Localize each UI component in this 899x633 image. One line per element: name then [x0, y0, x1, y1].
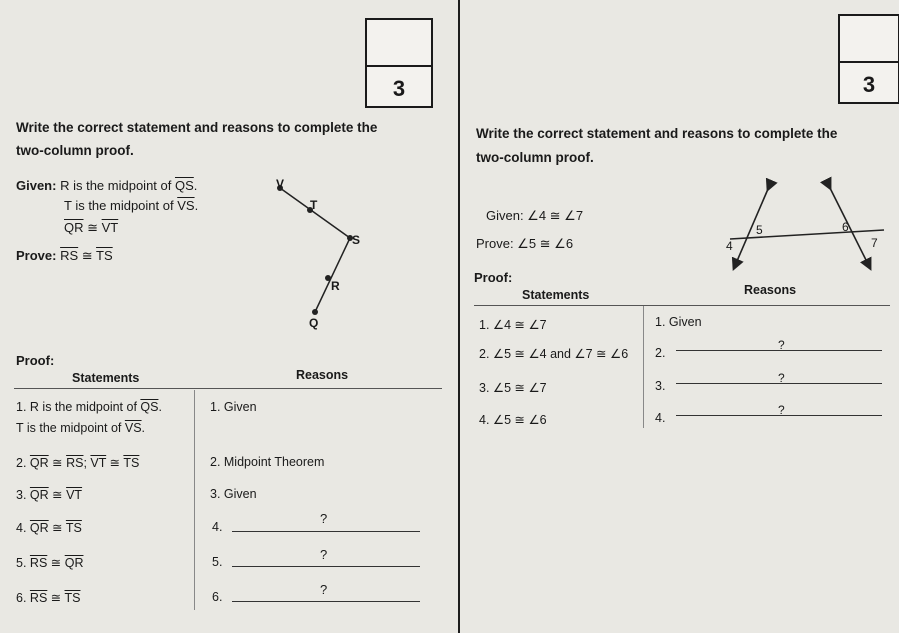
statement-2: 2. $\overline{QR}$ ≅ $\overline{RS}$; $\overline{VT}$ ≅ $\overline{TS}$ [16, 456, 140, 470]
label-t: T [310, 198, 318, 212]
statement-1: 1. ∠4 ≅ ∠7 [479, 318, 547, 332]
given-line: Given: ∠4 ≅ ∠7 [486, 208, 584, 223]
answer-box-blank[interactable] [367, 20, 431, 67]
reasons-header: Reasons [296, 368, 349, 382]
statements-header: Statements [522, 288, 590, 302]
angle-6-label: 6 [842, 220, 849, 234]
segment: $\overline{QR}$ [64, 220, 84, 235]
reason-4-question-mark: ? [320, 511, 328, 526]
label-s: S [352, 233, 361, 247]
angle-4-label: 4 [726, 239, 733, 253]
reason-5-question-mark: ? [320, 547, 328, 562]
reason-5-number: 5. [212, 555, 223, 569]
segment-vs [280, 188, 350, 238]
statement-1: 1. R is the midpoint of $\overline{QS}$. [16, 400, 162, 414]
answer-box-number: 3 [862, 72, 876, 97]
reason-4-question-mark: ? [778, 403, 785, 417]
segment-sq [315, 238, 350, 312]
instruction-line-1: Write the correct statement and reasons to complete the [16, 120, 378, 135]
reasons-header: Reasons [744, 283, 797, 297]
reason-3-number: 3. [655, 379, 666, 393]
label-q: Q [309, 316, 319, 330]
segment: $\overline{VS}$ [177, 198, 195, 213]
statement-3: 3. ∠5 ≅ ∠7 [479, 381, 547, 395]
answer-box-left[interactable] [365, 18, 433, 108]
reason-6-blank[interactable] [232, 601, 420, 602]
given-label: Given: [16, 178, 57, 193]
segment: $\overline{TS}$ [96, 248, 113, 263]
reason-5-blank[interactable] [232, 566, 420, 567]
answer-box-blank[interactable] [840, 16, 898, 63]
prove-line: Prove: ∠5 ≅ ∠6 [476, 236, 574, 251]
segment: $\overline{VT}$ [101, 220, 119, 235]
midpoint-diagram [260, 172, 380, 332]
answer-box-number: 3 [392, 76, 406, 101]
given-line-3: $\overline{QR}$ ≅ $\overline{VT}$ [64, 220, 119, 235]
column-rule [643, 306, 644, 428]
statement-6: 6. $\overline{RS}$ ≅ $\overline{TS}$ [16, 591, 81, 605]
transversal-right [830, 188, 870, 268]
point-q [312, 309, 318, 315]
reason-3: 3. Given [210, 487, 257, 501]
reason-2-question-mark: ? [778, 338, 785, 352]
segment: $\overline{QS}$ [174, 178, 194, 193]
reason-2: 2. Midpoint Theorem [210, 455, 325, 469]
column-divider [458, 0, 460, 633]
table-header-rule [14, 388, 442, 389]
proof-label: Proof: [474, 270, 513, 285]
reason-6-question-mark: ? [320, 582, 328, 597]
reason-6-number: 6. [212, 590, 223, 604]
column-rule [194, 390, 195, 610]
proof-label: Proof: [16, 353, 55, 368]
angle-5-label: 5 [756, 223, 763, 237]
angle-7-label: 7 [871, 236, 878, 250]
reason-4-number: 4. [655, 411, 666, 425]
answer-box-right[interactable] [838, 14, 899, 104]
prove-line: Prove: $\overline{RS}$ ≅ $\overline{TS}$ [16, 248, 113, 263]
reason-4-number: 4. [212, 520, 223, 534]
instruction-line-2: two-column proof. [16, 143, 134, 158]
given-line-2: T is the midpoint of $\overline{VS}$. [64, 198, 199, 213]
table-header-rule [474, 305, 890, 306]
statement-5: 5. $\overline{RS}$ ≅ $\overline{QR}$ [16, 556, 84, 570]
parallel-line [730, 230, 884, 239]
reason-1: 1. Given [210, 400, 257, 414]
reason-2-number: 2. [655, 346, 666, 360]
reason-4-blank[interactable] [232, 531, 420, 532]
parallel-lines-diagram [720, 186, 890, 276]
statement-4: 4. $\overline{QR}$ ≅ $\overline{TS}$ [16, 521, 82, 535]
prove-label: Prove: [16, 248, 57, 263]
given-line-1: Given: R is the midpoint of $\overline{QS}$. [16, 178, 198, 193]
label-v: V [276, 177, 285, 191]
statements-header: Statements [72, 371, 140, 385]
statement-1-cont: T is the midpoint of $\overline{VS}$. [16, 421, 146, 435]
reason-3-question-mark: ? [778, 371, 785, 385]
instruction-line-2: two-column proof. [476, 150, 594, 165]
statement-3: 3. $\overline{QR}$ ≅ $\overline{VT}$ [16, 488, 83, 502]
label-r: R [331, 279, 340, 293]
statement-4: 4. ∠5 ≅ ∠6 [479, 413, 547, 427]
instruction-line-1: Write the correct statement and reasons to complete the [476, 126, 838, 141]
reason-1: 1. Given [655, 315, 702, 329]
segment: $\overline{RS}$ [60, 248, 79, 263]
statement-2: 2. ∠5 ≅ ∠4 and ∠7 ≅ ∠6 [479, 347, 629, 361]
